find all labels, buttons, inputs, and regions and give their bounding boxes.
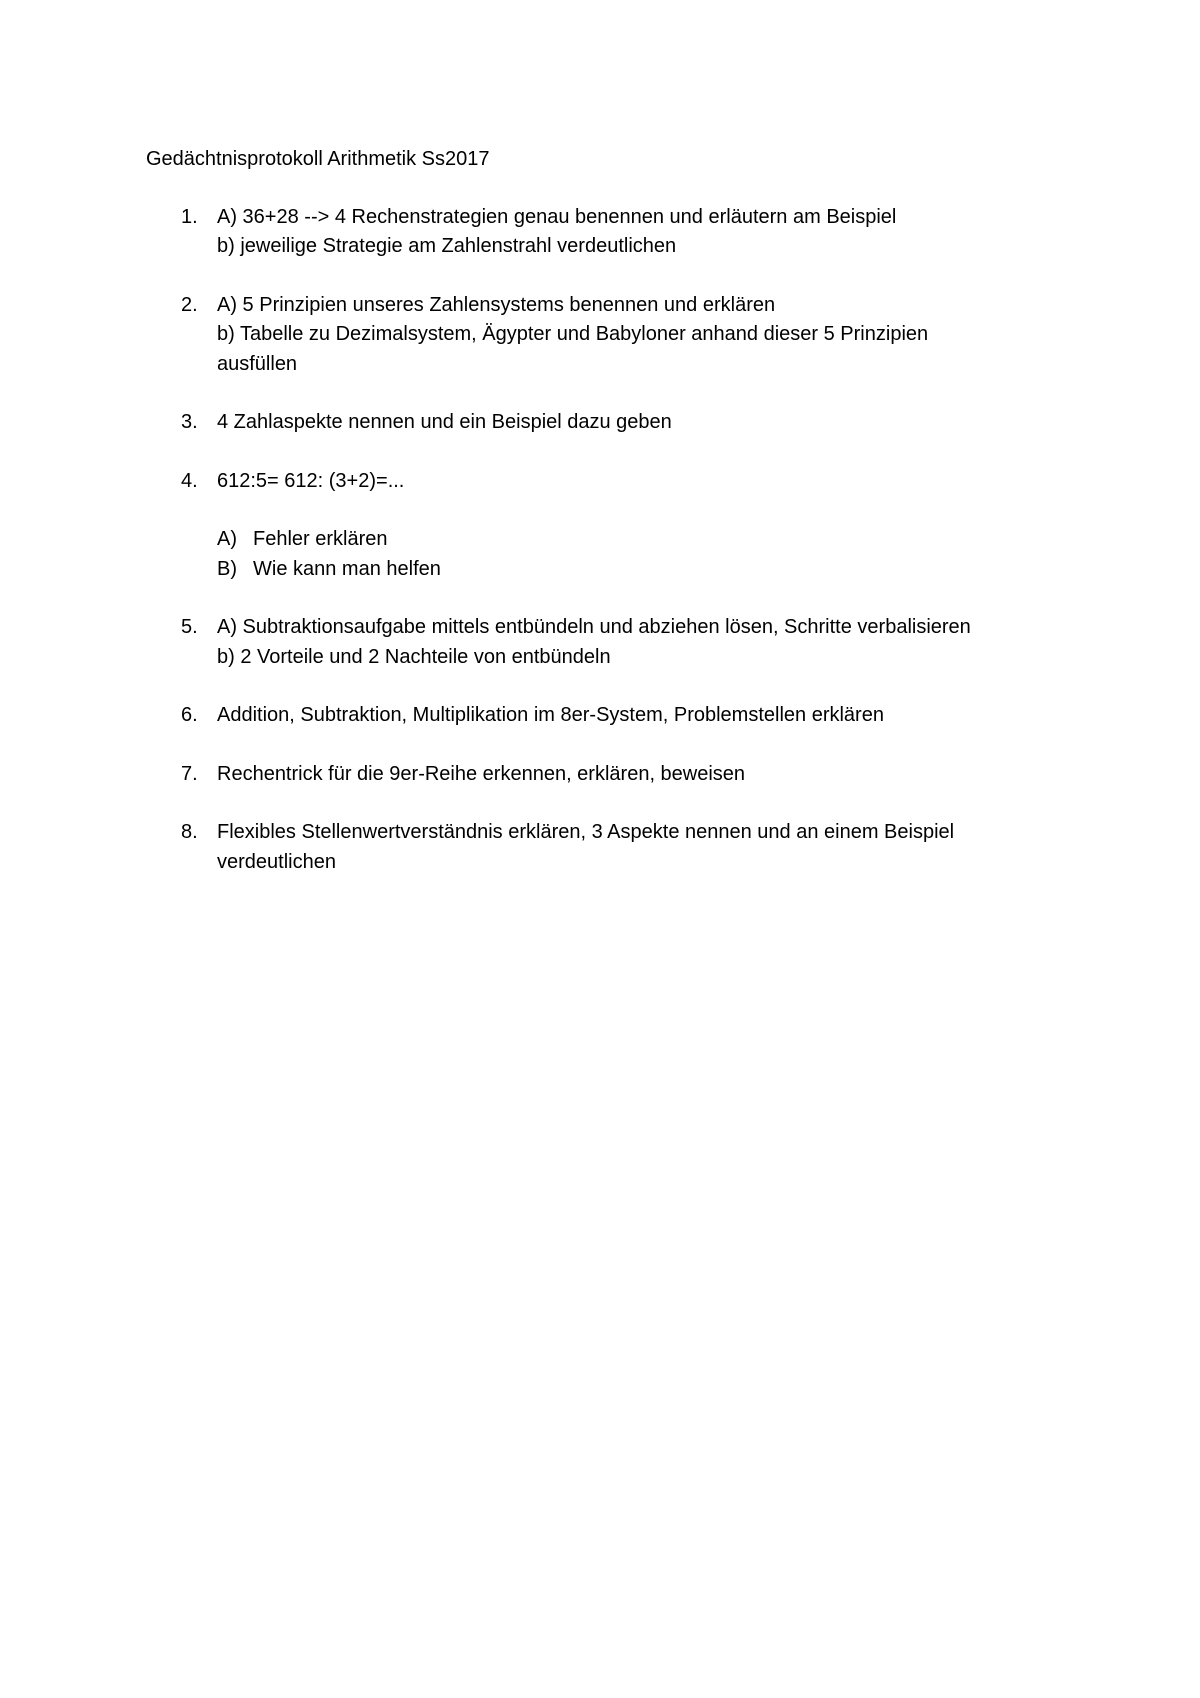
item-number: 3. xyxy=(181,411,198,433)
sub-item-a xyxy=(217,525,1086,555)
sub-item-text: Fehler erklären xyxy=(253,528,388,550)
list-item-5 xyxy=(146,613,1086,672)
item-text: A) Subtraktionsaufgabe mittels entbündeln und abziehen lösen, Schritte verbalisieren xyxy=(217,616,971,638)
item-number: 6. xyxy=(181,704,198,726)
item-text: Addition, Subtraktion, Multiplikation im 8er-System, Problemstellen erklären xyxy=(217,704,884,726)
item-text: b) Tabelle zu Dezimalsystem, Ägypter und Babyloner anhand dieser 5 Prinzipien xyxy=(217,323,929,345)
list-item-8 xyxy=(146,818,1086,877)
item-text: Flexibles Stellenwertverständnis erklären, 3 Aspekte nennen und an einem Beispiel xyxy=(217,821,955,843)
list-item-2 xyxy=(146,291,1086,380)
sub-item-label: B) xyxy=(217,557,237,580)
item-number: 7. xyxy=(181,762,198,785)
item-text: Rechentrick für die 9er-Reihe erkennen, erklären, beweisen xyxy=(217,762,746,785)
item-text: 612:5= 612: (3+2)=... xyxy=(217,469,405,492)
item-number: 8. xyxy=(181,821,198,843)
item-text: 4 Zahlaspekte nennen und ein Beispiel dazu geben xyxy=(217,411,672,433)
list-item-7 xyxy=(146,760,1086,790)
list-item-3 xyxy=(146,408,1086,438)
list-item-1 xyxy=(146,203,1086,262)
item-number: 4. xyxy=(181,469,198,492)
item-text: A) 36+28 --> 4 Rechenstrategien genau benennen und erläutern am Beispiel xyxy=(217,205,897,228)
sub-item-text: Wie kann man helfen xyxy=(253,557,441,580)
list-item-4 xyxy=(146,467,1086,585)
document-title: Gedächtnisprotokoll Arithmetik Ss2017 xyxy=(146,148,490,170)
sub-item-b xyxy=(217,555,1086,585)
list-item-6 xyxy=(146,701,1086,731)
item-number: 2. xyxy=(181,293,198,316)
sub-item-label: A) xyxy=(217,528,237,550)
item-number: 1. xyxy=(181,205,198,228)
item-number: 5. xyxy=(181,616,198,638)
document-body xyxy=(146,145,1086,906)
item-text: A) 5 Prinzipien unseres Zahlensystems benennen und erklären xyxy=(217,293,776,316)
item-text: ausfüllen xyxy=(217,352,298,375)
item-text: b) jeweilige Strategie am Zahlenstrahl verdeutlichen xyxy=(217,235,677,257)
item-text: verdeutlichen xyxy=(217,850,336,873)
sub-list xyxy=(217,525,1086,584)
item-text: b) 2 Vorteile und 2 Nachteile von entbündeln xyxy=(217,645,611,668)
